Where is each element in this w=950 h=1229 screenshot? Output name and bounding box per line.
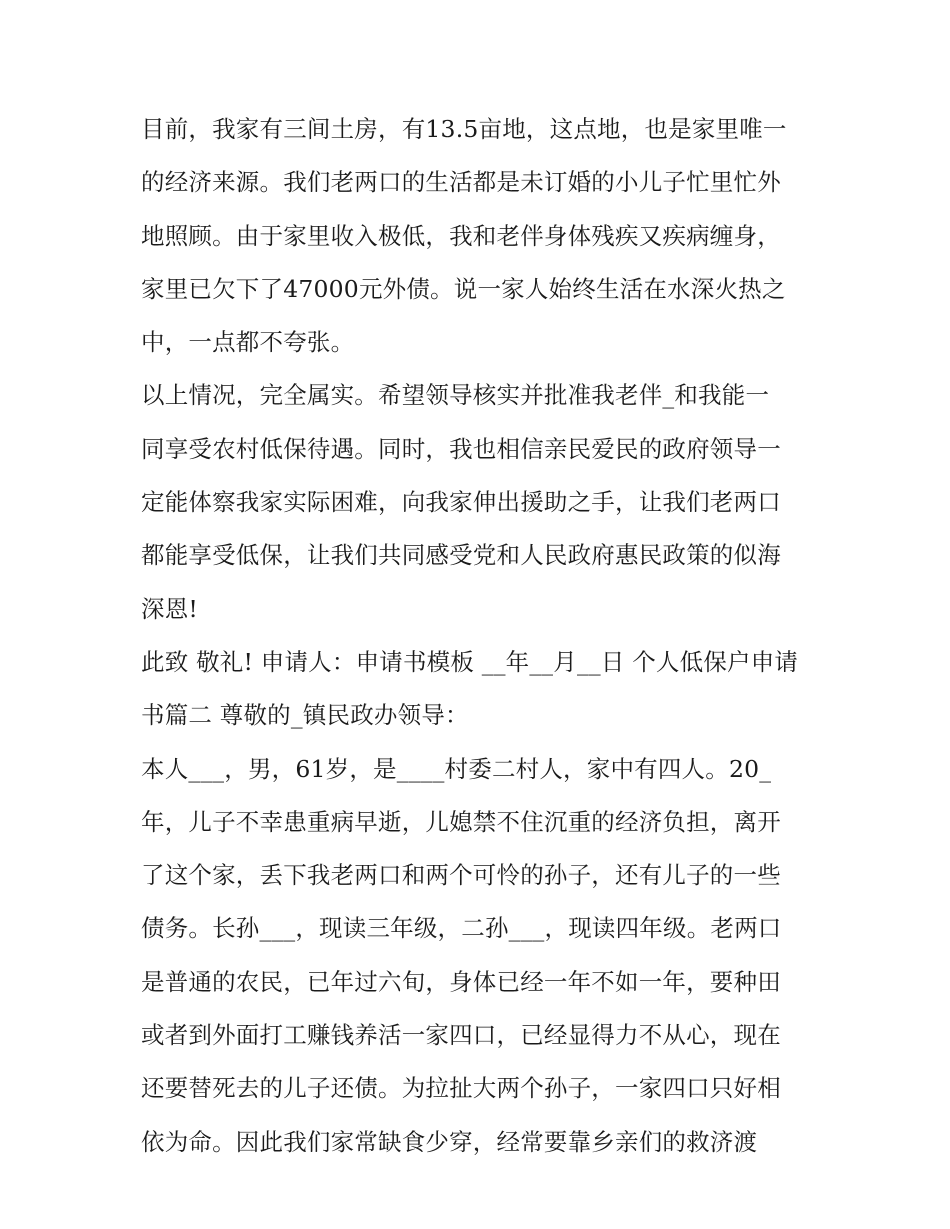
text-line: 了这个家，丢下我老两口和两个可怜的孙子，还有儿子的一些 [141, 861, 781, 890]
text-line: 依为命。因此我们家常缺食少穿，经常要靠乡亲们的救济渡 [141, 1127, 758, 1156]
text-line: 都能享受低保，让我们共同感受党和人民政府惠民政策的似海 [141, 541, 781, 570]
text-line: 以上情况，完全属实。希望领导核实并批准我老伴_和我能一 [141, 381, 770, 410]
document-body [141, 103, 821, 1169]
text-line: 同享受农村低保待遇。同时，我也相信亲民爱民的政府领导一 [141, 434, 781, 463]
text-line: 债务。长孙___，现读三年级，二孙___，现读四年级。老两口 [141, 914, 782, 943]
text-line: 的经济来源。我们老两口的生活都是未订婚的小儿子忙里忙外 [141, 168, 781, 197]
text-line: 目前，我家有三间土房，有13.5亩地，这点地，也是家里唯一 [141, 115, 787, 143]
text-line: 此致 敬礼! 申请人：申请书模板 __年__月__日 个人低保户申请 [141, 647, 799, 676]
text-line: 或者到外面打工赚钱养活一家四口，已经显得力不从心，现在 [141, 1021, 781, 1050]
text-line: 地照顾。由于家里收入极低，我和老伴身体残疾又疾病缠身， [141, 221, 781, 250]
text-line: 深恩! [141, 594, 199, 623]
text-line: 书篇二 尊敬的_镇民政办领导： [141, 701, 469, 730]
text-line: 定能体察我家实际困难，向我家伸出援助之手，让我们老两口 [141, 488, 781, 517]
text-line: 家里已欠下了47000元外债。说一家人始终生活在水深火热之 [141, 274, 786, 303]
text-line: 是普通的农民，已年过六旬，身体已经一年不如一年，要种田 [141, 967, 781, 996]
text-line: 中，一点都不夸张。 [141, 328, 355, 357]
text-line: 还要替死去的儿子还债。为拉扯大两个孙子，一家四口只好相 [141, 1074, 781, 1103]
text-line: 本人___，男，61岁，是____村委二村人，家中有四人。20_ [141, 754, 772, 783]
text-line: 年，儿子不幸患重病早逝，儿媳禁不住沉重的经济负担，离开 [141, 807, 781, 836]
